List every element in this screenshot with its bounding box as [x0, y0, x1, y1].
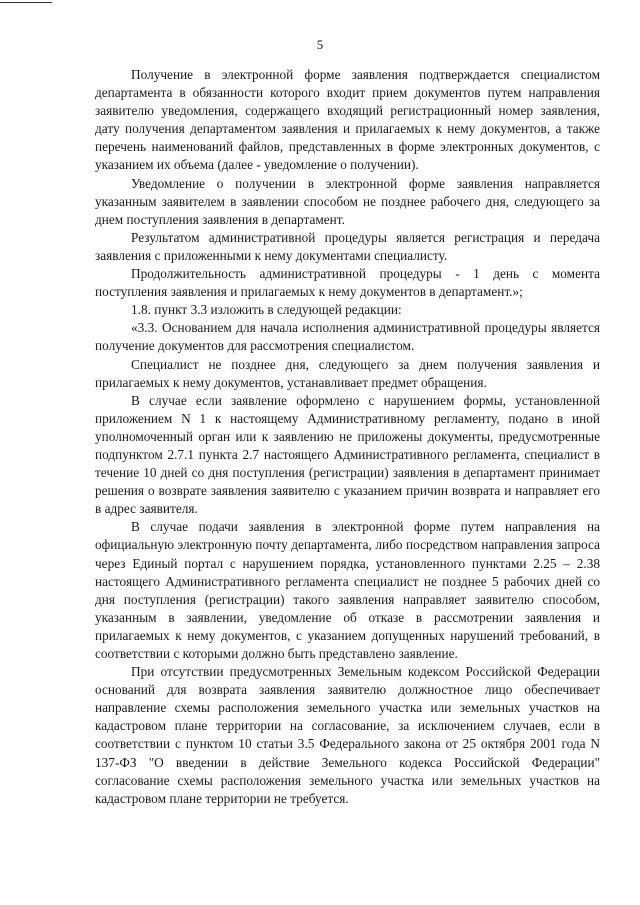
paragraph-procedure-result: Результатом административной процедуры является регистрация и передача заявления с приложенными к нему документами специалисту.	[95, 229, 600, 263]
paragraph-procedure-duration: Продолжительность административной процедуры - 1 день с момента поступления заявления и прилагаемых к нему документов в департамент.»;	[95, 266, 600, 300]
paragraph-return-of-application: В случае если заявление оформлено с нарушением формы, установленной приложением N 1 к настоящему Административному регламенту, подано в иной уполномоченный орган или к заявлению не приложены документы, предусмотренные подпунктом 2.7.1 пункта 2.7 настоящего Административного регламента, специалист в течение 10 дней со дня поступления (регистрации) заявления в департамент принимает решения о возврате заявления заявителю с указанием причин возврата и направляет его в адрес заявителя.	[95, 392, 600, 517]
paragraph-subject-determination: Специалист не позднее дня, следующего за днем получения заявления и прилагаемых к нему документов, устанавливает предмет обращения.	[95, 356, 600, 390]
document-body	[95, 66, 600, 808]
paragraph-item-3-3: «3.3. Основанием для начала исполнения административной процедуры является получение документов для рассмотрения специалистом.	[95, 320, 600, 354]
paragraph-electronic-refusal: В случае подачи заявления в электронной форме путем направления на официальную электронную почту департамента, либо посредством направления запроса через Единый портал с нарушением порядка, установленного пунктами 2.25 – 2.38 настоящего Административного регламента специалист не позднее 5 рабочих дней со дня поступления (регистрации) такого заявления направляет заявителю способом, указанным в заявлении, уведомление об отказе в рассмотрении заявления и прилагаемых к нему документов, с указанием допущенных нарушений требований, в соответствии с которыми должно быть представлено заявление.	[95, 519, 600, 661]
paragraph-receipt-notice: Уведомление о получении в электронной форме заявления направляется указанным заявителем в заявлении способом не позднее рабочего дня, следующего за днем поступления заявления в департамент.	[95, 175, 600, 227]
paragraph-scheme-approval: При отсутствии предусмотренных Земельным кодексом Российской Федерации оснований для возврата заявления заявителю должностное лицо обеспечивает направление схемы расположения земельного участка или земельных участков на кадастровом плане территории на согласование, за исключением случаев, если в соответствии с пунктом 10 статьи 3.5 Федерального закона от 25 октября 2001 года N 137-ФЗ "О введении в действие Земельного кодекса Российской Федерации" согласование схемы расположения земельного участка или земельных участков на кадастровом плане территории не требуется.	[95, 664, 600, 806]
paragraph-item-1-8: 1.8. пункт 3.3 изложить в следующей редакции:	[131, 302, 402, 318]
page-number: 5	[316, 37, 324, 52]
paragraph-receipt-confirmation: Получение в электронной форме заявления подтверждается специалистом департамента в обязанности которого входит прием документов путем направления заявителю уведомления, содержащего входящий регистрационный номер заявления, дату получения департаментом заявления и прилагаемых к нему документов, а также перечень наименований файлов, представленных в форме электронных документов, с указанием их объема (далее - уведомление о получении).	[95, 67, 600, 173]
top-rule	[0, 2, 52, 3]
